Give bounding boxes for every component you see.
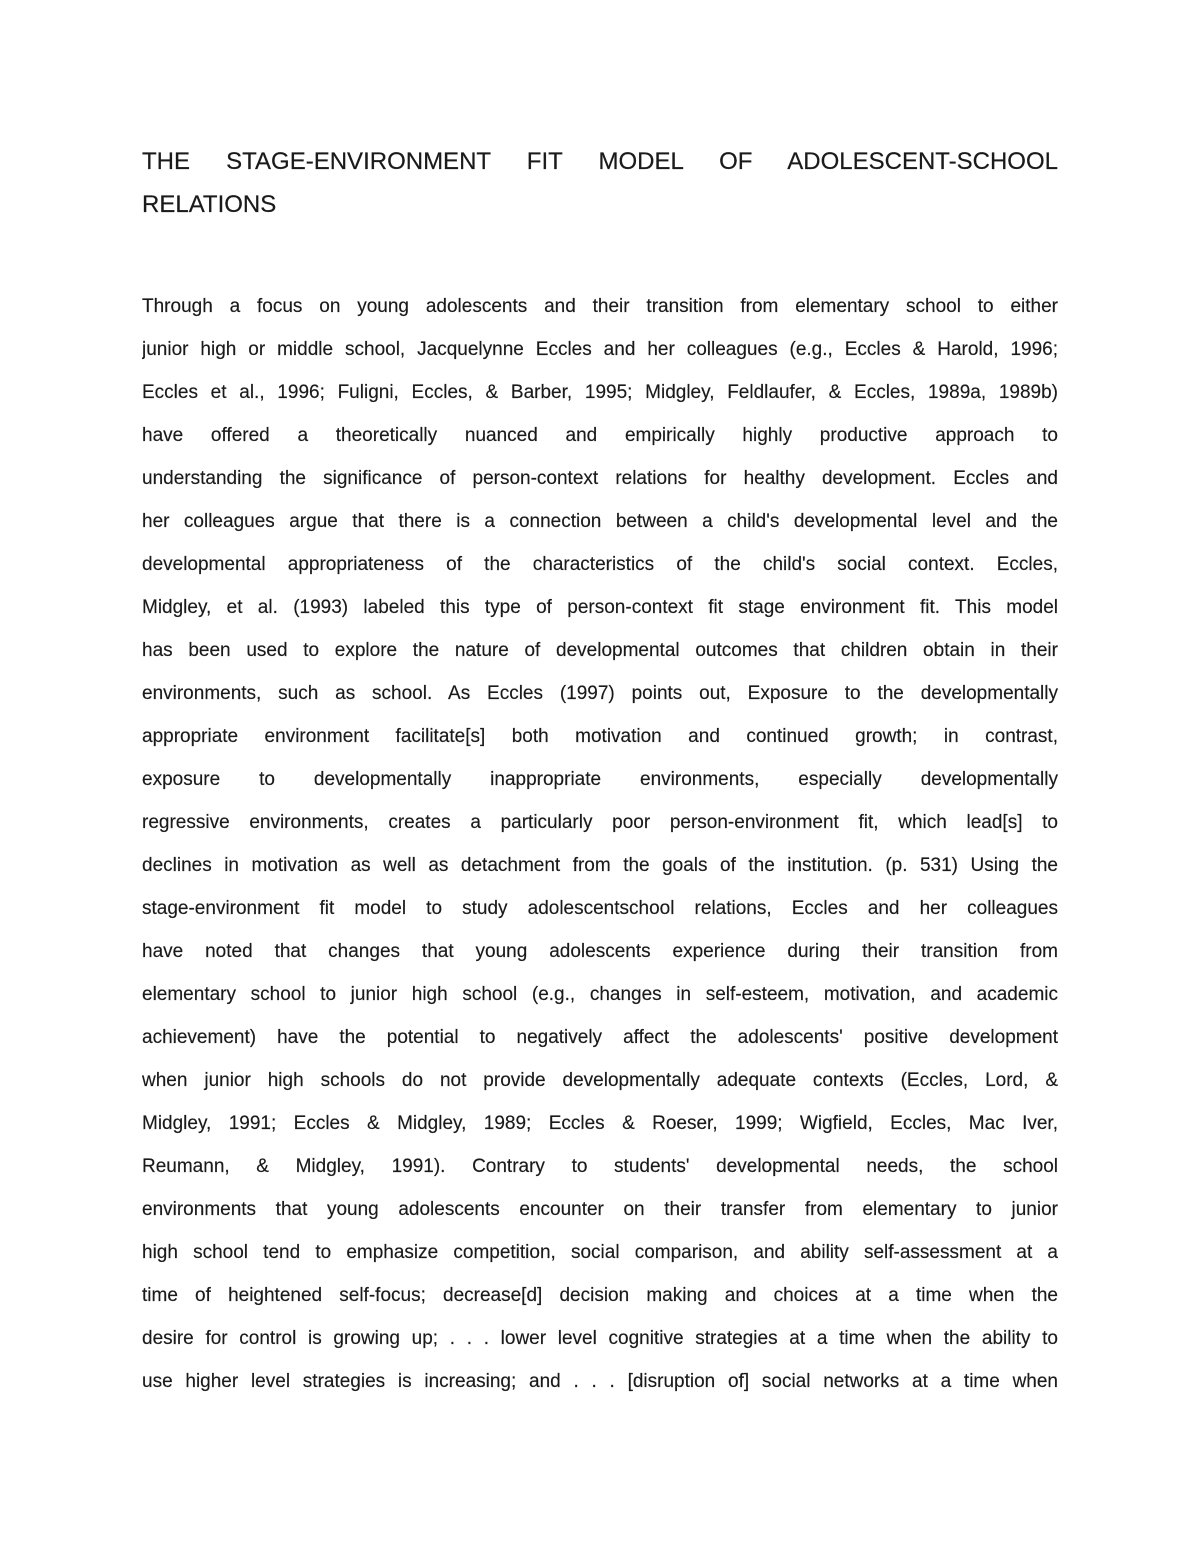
body-line: desire for control is growing up; . . . lower level cognitive strategies at a time when the ability to: [142, 1328, 1058, 1349]
body-line: Midgley, et al. (1993) labeled this type of person-context fit stage environment fit. This model: [142, 597, 1058, 618]
body-line: environments, such as school. As Eccles (1997) points out, Exposure to the developmentally: [142, 683, 1058, 704]
body-line: Reumann, & Midgley, 1991). Contrary to students' developmental needs, the school: [142, 1156, 1058, 1177]
document-title: [142, 140, 1058, 226]
body-line: stage-environment fit model to study adolescentschool relations, Eccles and her colleagues: [142, 898, 1058, 919]
body-line: Through a focus on young adolescents and their transition from elementary school to either: [142, 296, 1058, 317]
body-line: developmental appropriateness of the characteristics of the child's social context. Eccles,: [142, 554, 1058, 575]
body-line: time of heightened self-focus; decrease[d] decision making and choices at a time when the: [142, 1285, 1058, 1306]
body-line: elementary school to junior high school (e.g., changes in self-esteem, motivation, and academic: [142, 984, 1058, 1005]
body-line: junior high or middle school, Jacquelynne Eccles and her colleagues (e.g., Eccles & Harold, 1996;: [142, 339, 1058, 360]
body-line: achievement) have the potential to negatively affect the adolescents' positive development: [142, 1027, 1058, 1048]
body-line: declines in motivation as well as detachment from the goals of the institution. (p. 531) Using the: [142, 855, 1058, 876]
body-line: when junior high schools do not provide developmentally adequate contexts (Eccles, Lord, &: [142, 1070, 1058, 1091]
body-line: has been used to explore the nature of developmental outcomes that children obtain in their: [142, 640, 1058, 661]
document-page: [142, 140, 1058, 1392]
body-paragraph: [142, 285, 1058, 1403]
title-line: RELATIONS: [142, 191, 277, 218]
title-line: THE STAGE-ENVIRONMENT FIT MODEL OF ADOLESCENT-SCHOOL: [142, 148, 1058, 175]
body-line: Eccles et al., 1996; Fuligni, Eccles, & Barber, 1995; Midgley, Feldlaufer, & Eccles, 1989a, 1989b): [142, 382, 1058, 403]
body-line: use higher level strategies is increasing; and . . . [disruption of] social networks at a time when: [142, 1371, 1058, 1392]
body-line: her colleagues argue that there is a connection between a child's developmental level and the: [142, 511, 1058, 532]
body-line: environments that young adolescents encounter on their transfer from elementary to junior: [142, 1199, 1058, 1220]
body-line: have noted that changes that young adolescents experience during their transition from: [142, 941, 1058, 962]
body-line: exposure to developmentally inappropriate environments, especially developmentally: [142, 769, 1058, 790]
body-line: understanding the significance of person-context relations for healthy development. Eccles and: [142, 468, 1058, 489]
body-line: high school tend to emphasize competition, social comparison, and ability self-assessment at a: [142, 1242, 1058, 1263]
body-line: appropriate environment facilitate[s] both motivation and continued growth; in contrast,: [142, 726, 1058, 747]
body-line: regressive environments, creates a particularly poor person-environment fit, which lead[s] to: [142, 812, 1058, 833]
body-line: Midgley, 1991; Eccles & Midgley, 1989; Eccles & Roeser, 1999; Wigfield, Eccles, Mac Iver,: [142, 1113, 1058, 1134]
body-line: have offered a theoretically nuanced and empirically highly productive approach to: [142, 425, 1058, 446]
